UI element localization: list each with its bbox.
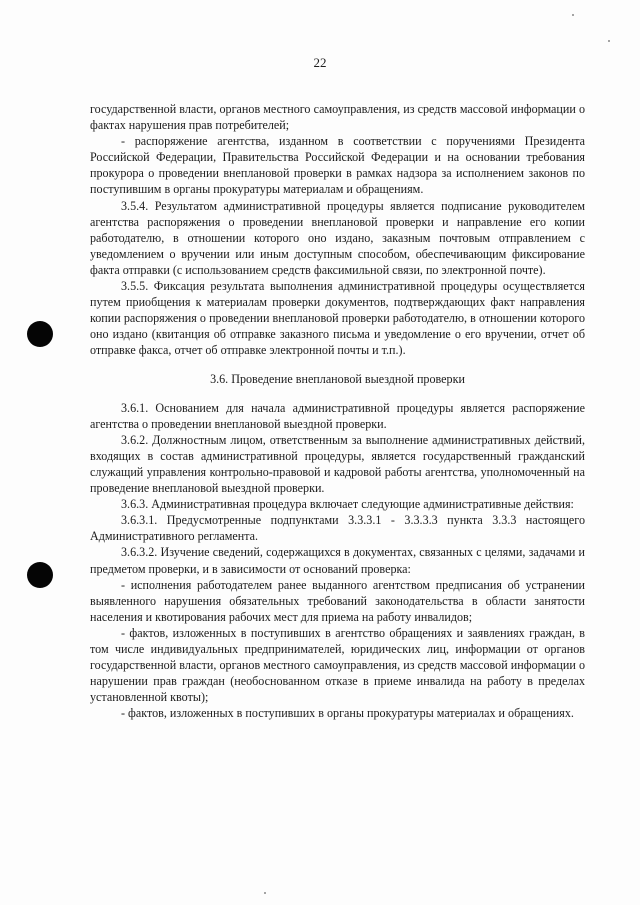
paragraph-3-6-3: 3.6.3. Административная процедура включает следующие административные действия:: [121, 497, 574, 512]
scan-speck: [264, 892, 266, 894]
scan-speck: [608, 40, 610, 42]
scan-speck: [572, 14, 574, 16]
document-body: [90, 101, 585, 721]
paragraph-3-6-2: 3.6.2. Должностным лицом, ответственным за выполнение административных действий, входящих в состав административной процедуры, является государственный гражданский служащий управления контрольно-правовой и кадровой работы агентства, уполномоченный на проведение внеплановой выездной проверки.: [90, 432, 585, 496]
paragraph-3-6-1: 3.6.1. Основанием для начала административной процедуры является распоряжение агентства о проведении внеплановой выездной проверки.: [90, 400, 585, 431]
section-heading-3-6: 3.6. Проведение внеплановой выездной проверки: [210, 371, 465, 386]
list-item-citizen-appeals: - фактов, изложенных в поступивших в агентство обращениях и заявлениях граждан, в том числе индивидуальных предпринимателей, юридических лиц, информации от органов государственной власти, органов местного самоуправления, из средств массовой информации о нарушении прав граждан (необоснованном отказе в приеме инвалида на работу в пределах установленной квоты);: [90, 625, 585, 705]
punch-hole: [27, 562, 53, 588]
list-item-prosecutor-materials: - фактов, изложенных в поступивших в органы прокуратуры материалах и обращениях.: [121, 706, 574, 721]
paragraph-3-6-3-2: 3.6.3.2. Изучение сведений, содержащихся в документах, связанных с целями, задачами и предметом проверки, и в зависимости от оснований проверка:: [90, 545, 585, 576]
paragraph-3-5-5: 3.5.5. Фиксация результата выполнения административной процедуры осуществляется путем приобщения к материалам проверки документов, подтверждающих факт направления копии распоряжения о проведении внеплановой проверки работодателю, в отношении которого оно издано (квитанция об отправке заказного письма и уведомление о его вручении, отчет об отправке факса, отчет об отправке электронной почты и т.п.).: [90, 279, 585, 358]
paragraph-3-6-3-1: 3.6.3.1. Предусмотренные подпунктами 3.3.3.1 - 3.3.3.3 пункта 3.3.3 настоящего Административного регламента.: [90, 513, 585, 544]
paragraph-agency-order: - распоряжение агентства, изданном в соответствии с поручениями Президента Российской Федерации, Правительства Российской Федерации и на основании требования прокурора о проведении внеплановой проверки в рамках надзора за исполнением законов по поступившим в органы прокуратуры материалам и обращениям.: [90, 134, 585, 197]
punch-hole: [27, 321, 53, 347]
paragraph-3-5-4: 3.5.4. Результатом административной процедуры является подписание руководителем агентства распоряжения о проведении внеплановой проверки и направление его копии работодателю, в отношении которого оно издано, заказным почтовым отправлением с уведомлением о вручении или иным доступным способом, обеспечивающим фиксирование факта отправки (с использованием средств факсимильной связи, по электронной почте).: [90, 198, 585, 277]
paragraph-continuation: государственной власти, органов местного самоуправления, из средств массовой информации о фактах нарушения прав потребителей;: [90, 102, 585, 133]
page-number: 22: [313, 55, 327, 70]
list-item-prescription: - исполнения работодателем ранее выданного агентством предписания об устранении выявленного нарушения обязательных требований законодательства в области занятости населения и квотирования рабочих мест для приема на работу инвалидов;: [90, 577, 585, 624]
